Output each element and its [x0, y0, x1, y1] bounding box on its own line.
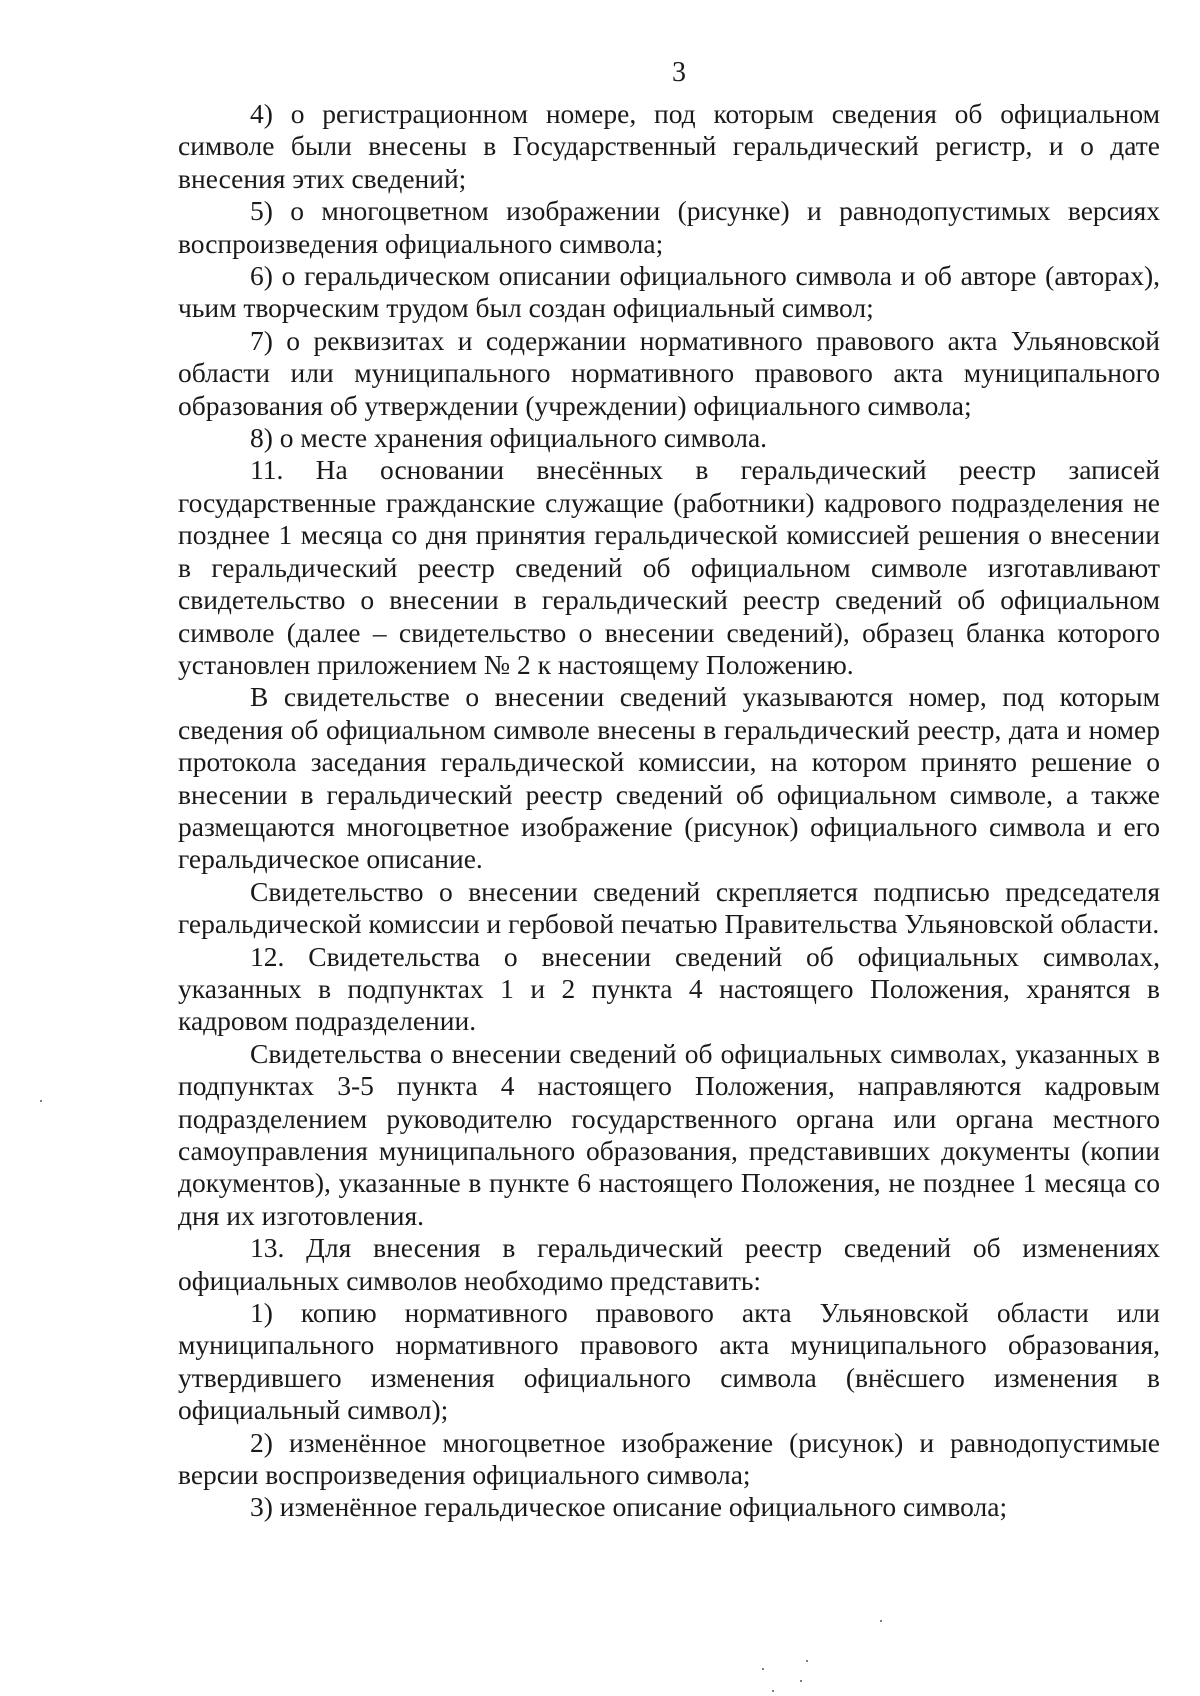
item-5-multicolor-image: 5) о многоцветном изображении (рисунке) и равнодопустимых версиях воспроизведения официального символа; [178, 195, 1160, 259]
clause-11-certificate-seal: Свидетельство о внесении сведений скрепляется подписью председателя геральдической комиссии и гербовой печатью Правительства Ульяновской области. [178, 875, 1160, 940]
clause-13: 13. Для внесения в геральдический реестр сведений об изменениях официальных символов необходимо представить: [178, 1232, 1160, 1296]
scan-speck [40, 1100, 42, 1102]
scan-speck [880, 1620, 882, 1622]
item-8-storage-place: 8) о месте хранения официального символа. [250, 422, 768, 454]
clause-11: 11. На основании внесённых в геральдический реестр записей государственные гражданские служащие (работники) кадрового подразделения не позднее 1 месяца со дня принятия геральдической комиссией решения о внесении в геральдический реестр сведений об официальном символе изготавливают свидетельство о внесении в геральдический реестр сведений об официальном символе (далее – свидетельство о внесении сведений), образец бланка которого установлен приложением № 2 к настоящему Положению. [178, 454, 1160, 680]
item-4-registration-number: 4) о регистрационном номере, под которым сведения об официальном символе были внесены в Государственный геральдический регистр, и о дате внесения этих сведений; [178, 98, 1160, 194]
page-number: 3 [672, 57, 686, 88]
clause-13-item-1: 1) копию нормативного правового акта Ульяновской области или муниципального нормативного правового акта муниципального образования, утвердившего изменения официального символа (внёсшего изменения в официальный символ); [178, 1297, 1160, 1426]
clause-11-certificate-content: В свидетельстве о внесении сведений указываются номер, под которым сведения об официальном символе внесены в геральдический реестр, дата и номер протокола заседания геральдической комиссии, на котором принято решение о внесении в геральдический реестр сведений об официальном символе, а также размещаются многоцветное изображение (рисунок) официального символа и его геральдическое описание. [178, 681, 1160, 875]
clause-13-item-2: 2) изменённое многоцветное изображение (рисунок) и равнодопустимые версии воспроизведения официального символа; [178, 1426, 1160, 1491]
scan-speck [806, 1660, 808, 1662]
item-7-act-details: 7) о реквизитах и содержании нормативного правового акта Ульяновской области или муниципального нормативного правового акта муниципального образования об утверждении (учреждении) официального символа; [178, 324, 1160, 421]
clause-12-forwarding: Свидетельства о внесении сведений об официальных символах, указанных в подпунктах 3-5 пункта 4 настоящего Положения, направляются кадровым подразделением руководителю государственного органа или органа местного самоуправления муниципального образования, представивших документы (копии документов), указанные в пункте 6 настоящего Положения, не позднее 1 месяца со дня их изготовления. [178, 1037, 1160, 1231]
scan-speck [800, 1680, 802, 1682]
clause-13-item-3: 3) изменённое геральдическое описание официального символа; [250, 1491, 1008, 1523]
document-body [178, 98, 1160, 1524]
item-6-heraldic-description: 6) о геральдическом описании официального символа и об авторе (авторах), чьим творческим трудом был создан официальный символ; [178, 260, 1160, 324]
scan-speck [772, 1690, 774, 1692]
scan-speck [762, 1668, 764, 1670]
clause-12: 12. Свидетельства о внесении сведений об официальных символах, указанных в подпунктах 1 и 2 пункта 4 настоящего Положения, хранятся в кадровом подразделении. [178, 940, 1160, 1037]
